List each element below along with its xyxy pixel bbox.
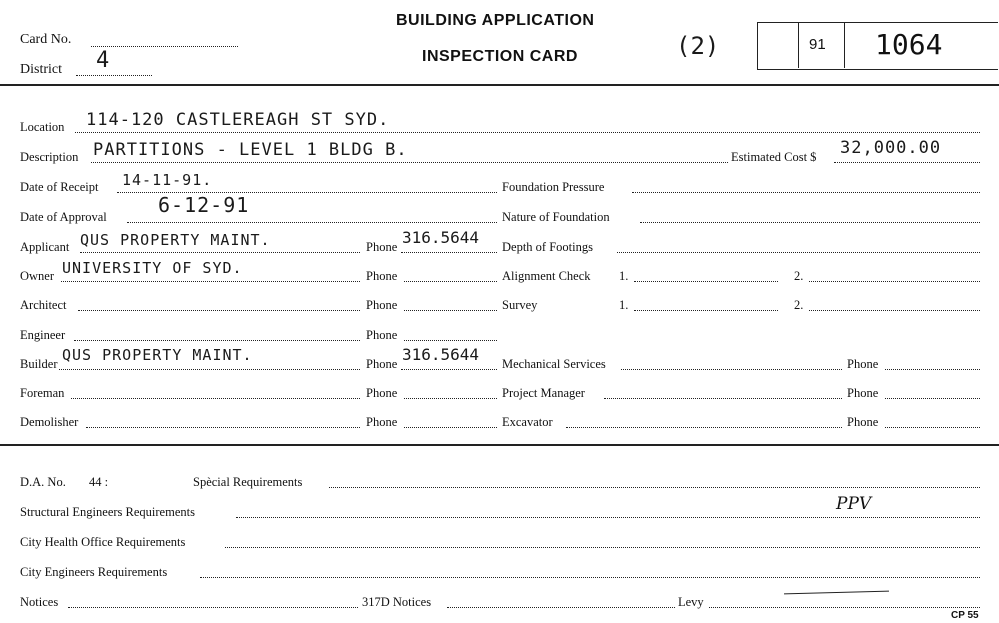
description-field[interactable] [91, 162, 728, 163]
architect-label: Architect [20, 298, 67, 312]
survey-field-1[interactable] [634, 310, 778, 311]
form-code: CP 55 [951, 610, 979, 621]
excavator-field[interactable] [566, 427, 842, 428]
owner-phone-label: Phone [366, 269, 398, 283]
nature-foundation-label: Nature of Foundation [502, 210, 610, 224]
alignment-check-field-2[interactable] [809, 281, 980, 282]
project-manager-field[interactable] [604, 398, 842, 399]
alignment-check-label: Alignment Check [502, 269, 591, 283]
alignment-check-field-1[interactable] [634, 281, 778, 282]
header-divider [0, 84, 999, 86]
alignment-check-num2: 2. [794, 269, 804, 283]
mechanical-phone-field[interactable] [885, 369, 980, 370]
foreman-phone-label: Phone [366, 386, 398, 400]
demolisher-field[interactable] [86, 427, 360, 428]
da-no-value: 44 : [89, 475, 109, 489]
levy-field[interactable] [709, 607, 980, 608]
owner-value: UNIVERSITY OF SYD. [62, 259, 243, 277]
structural-value: PPV [836, 494, 872, 514]
location-value: 114-120 CASTLEREAGH ST SYD. [86, 110, 390, 130]
applicant-phone-value: 316.5644 [402, 228, 480, 247]
engineer-field[interactable] [74, 340, 360, 341]
project-manager-label: Project Manager [502, 386, 585, 400]
levy-pen-stroke [784, 591, 889, 595]
notices-field[interactable] [68, 607, 358, 608]
card-no-field[interactable] [91, 46, 238, 47]
builder-phone-field[interactable] [401, 369, 497, 370]
architect-phone-label: Phone [366, 298, 398, 312]
excavator-phone-field[interactable] [885, 427, 980, 428]
survey-label: Survey [502, 298, 538, 312]
builder-label: Builder [20, 357, 58, 371]
engineer-phone-label: Phone [366, 328, 398, 342]
applicant-phone-label: Phone [366, 240, 398, 254]
sheet-mark: (2) [676, 32, 720, 60]
applicant-field[interactable] [80, 252, 360, 253]
city-eng-label: City Engineers Requirements [20, 565, 168, 579]
foundation-pressure-label: Foundation Pressure [502, 180, 605, 194]
demolisher-label: Demolisher [20, 415, 79, 429]
depth-footings-label: Depth of Footings [502, 240, 593, 254]
card-no-label: Card No. [20, 32, 72, 47]
health-label: City Health Office Requirements [20, 535, 186, 549]
special-req-label: Spècial Requirements [193, 475, 303, 489]
date-receipt-value: 14-11-91. [122, 171, 213, 189]
date-approval-label: Date of Approval [20, 210, 107, 224]
foundation-pressure-field[interactable] [632, 192, 980, 193]
district-label: District [20, 62, 62, 77]
depth-footings-field[interactable] [617, 252, 980, 253]
project-manager-phone-field[interactable] [885, 398, 980, 399]
footer-divider [0, 444, 999, 446]
special-req-field[interactable] [329, 487, 980, 488]
foreman-label: Foreman [20, 386, 65, 400]
title-line-2: INSPECTION CARD [422, 48, 578, 65]
alignment-check-num1: 1. [619, 269, 629, 283]
architect-phone-field[interactable] [404, 310, 497, 311]
builder-phone-label: Phone [366, 357, 398, 371]
foreman-phone-field[interactable] [404, 398, 497, 399]
survey-field-2[interactable] [809, 310, 980, 311]
excavator-phone-label: Phone [847, 415, 879, 429]
card-number-prefix: 91 [809, 36, 826, 53]
description-label: Description [20, 150, 79, 164]
applicant-phone-field[interactable] [401, 252, 497, 253]
owner-field[interactable] [61, 281, 360, 282]
date-approval-value: 6-12-91 [158, 193, 250, 217]
structural-field[interactable] [236, 517, 980, 518]
builder-phone-value: 316.5644 [402, 345, 480, 364]
location-label: Location [20, 120, 65, 134]
levy-label: Levy [678, 595, 704, 609]
date-receipt-label: Date of Receipt [20, 180, 99, 194]
engineer-label: Engineer [20, 328, 66, 342]
project-manager-phone-label: Phone [847, 386, 879, 400]
foreman-field[interactable] [71, 398, 360, 399]
builder-value: QUS PROPERTY MAINT. [62, 346, 253, 364]
architect-field[interactable] [78, 310, 360, 311]
notices-label: Notices [20, 595, 59, 609]
mechanical-label: Mechanical Services [502, 357, 606, 371]
mechanical-field[interactable] [621, 369, 842, 370]
estimated-cost-value: 32,000.00 [840, 138, 942, 158]
title-line-1: BUILDING APPLICATION [396, 12, 595, 29]
owner-phone-field[interactable] [404, 281, 497, 282]
date-approval-field[interactable] [127, 222, 497, 223]
notices-317d-field[interactable] [447, 607, 675, 608]
survey-num1: 1. [619, 298, 629, 312]
location-field[interactable] [75, 132, 980, 133]
excavator-label: Excavator [502, 415, 553, 429]
district-value: 4 [96, 48, 111, 73]
city-eng-field[interactable] [200, 577, 980, 578]
da-no-label: D.A. No. [20, 475, 66, 489]
demolisher-phone-label: Phone [366, 415, 398, 429]
health-field[interactable] [225, 547, 980, 548]
demolisher-phone-field[interactable] [404, 427, 497, 428]
applicant-label: Applicant [20, 240, 70, 254]
description-value: PARTITIONS - LEVEL 1 BLDG B. [93, 140, 408, 160]
notices-317d-label: 317D Notices [362, 595, 432, 609]
estimated-cost-label: Estimated Cost $ [731, 150, 817, 164]
engineer-phone-field[interactable] [404, 340, 497, 341]
nature-foundation-field[interactable] [640, 222, 980, 223]
owner-label: Owner [20, 269, 55, 283]
applicant-value: QUS PROPERTY MAINT. [80, 231, 271, 249]
card-number: 1064 [875, 28, 943, 61]
mechanical-phone-label: Phone [847, 357, 879, 371]
builder-field[interactable] [59, 369, 360, 370]
district-field[interactable] [76, 75, 152, 76]
survey-num2: 2. [794, 298, 804, 312]
estimated-cost-field[interactable] [834, 162, 980, 163]
structural-label: Structural Engineers Requirements [20, 505, 195, 519]
